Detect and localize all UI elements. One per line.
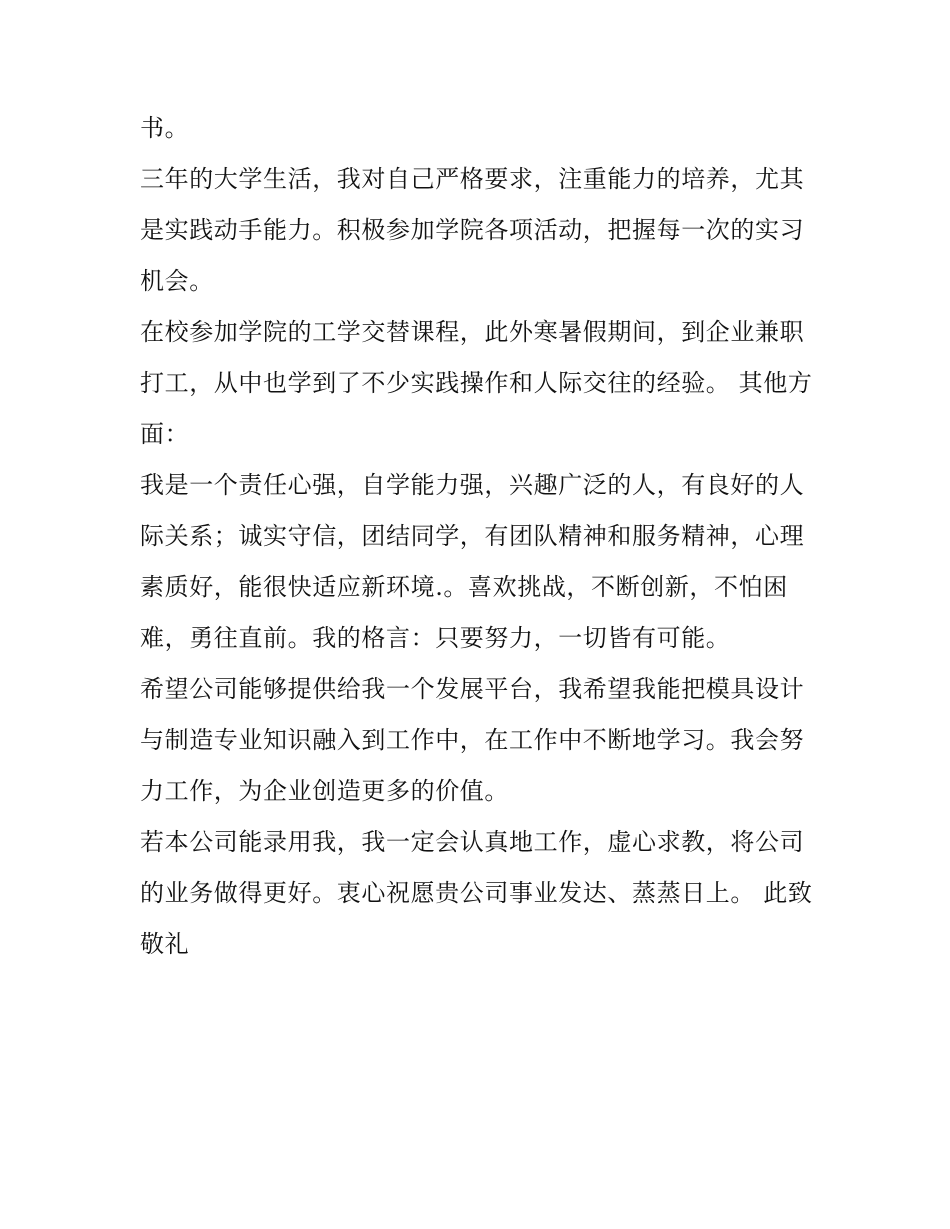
paragraph-continuation: 书。 [140, 114, 190, 142]
paragraph-personal-qualities: 我是一个责任心强，自学能力强，兴趣广泛的人，有良好的人际关系；诚实守信，团结同学，有团队精神和服务精神，心理素质好，能很快适应新环境.。喜欢挑战，不断创新，不怕困难，勇往直前。我的格言：只要努力，一切皆有可能。 [140, 471, 805, 652]
paragraph-work-experience: 在校参加学院的工学交替课程，此外寒暑假期间，到企业兼职打工，从中也学到了不少实践操作和人际交往的经验。 其他方面： [140, 318, 813, 448]
paragraph-closing: 若本公司能录用我，我一定会认真地工作，虚心求教，将公司的业务做得更好。衷心祝愿贵公司事业发达、蒸蒸日上。 此致 敬礼 [140, 828, 813, 958]
document-body [140, 103, 815, 970]
paragraph-university-life: 三年的大学生活，我对自己严格要求，注重能力的培养，尤其是实践动手能力。积极参加学院各项活动，把握每一次的实习机会。 [140, 165, 805, 295]
paragraph-career-hope: 希望公司能够提供给我一个发展平台，我希望我能把模具设计与制造专业知识融入到工作中，在工作中不断地学习。我会努力工作，为企业创造更多的价值。 [140, 675, 805, 805]
